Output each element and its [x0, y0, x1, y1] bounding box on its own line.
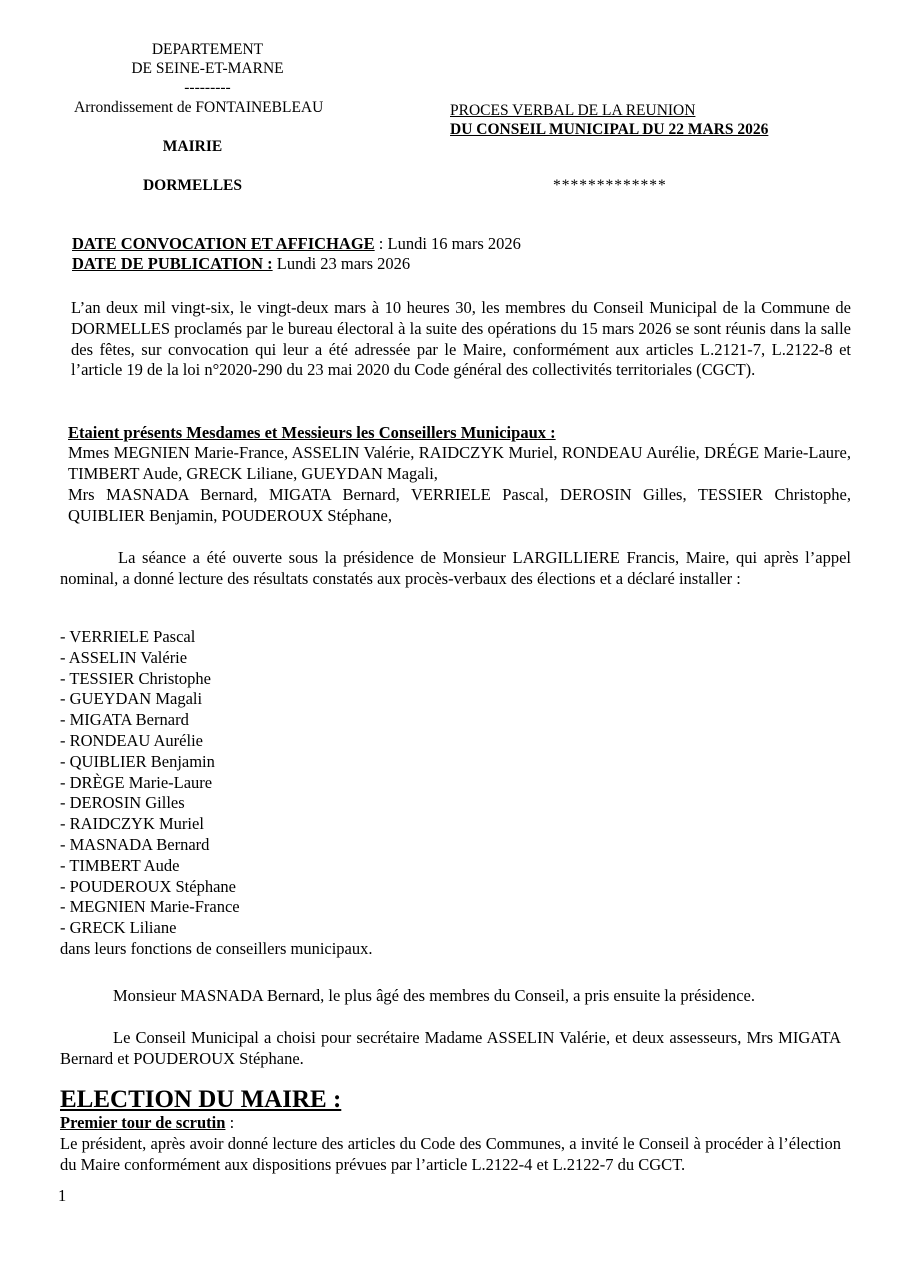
election-title: ELECTION DU MAIRE :: [60, 1086, 342, 1113]
date-publication-value: Lundi 23 mars 2026: [272, 254, 411, 273]
document-title-line1: PROCES VERBAL DE LA REUNION: [450, 102, 696, 119]
departement-label: DEPARTEMENT: [151, 41, 264, 58]
list-item: - RONDEAU Aurélie: [60, 730, 203, 750]
list-item: - MIGATA Bernard: [60, 710, 189, 730]
list-item: - QUIBLIER Benjamin: [60, 751, 215, 771]
president-paragraph: Monsieur MASNADA Bernard, le plus âgé des membres du Conseil, a pris ensuite la présidence.: [113, 986, 755, 1005]
list-item: - GUEYDAN Magali: [60, 689, 203, 709]
presents-heading: Etaient présents Mesdames et Messieurs les Conseillers Municipaux :: [68, 423, 556, 442]
date-convocation-value: : Lundi 16 mars 2026: [374, 234, 521, 253]
election-subheading-suffix: :: [225, 1113, 235, 1132]
election-subheading: [60, 1113, 234, 1134]
seance-paragraph: La séance a été ouverte sous la présidence de Monsieur LARGILLIERE Francis, Maire, qui après l’appel nominal, a donné lecture des résultats constatés aux procès-verbaux des élections et a déclaré installer :: [60, 548, 851, 588]
header-separator: ---------: [184, 79, 231, 96]
document-title-line2: DU CONSEIL MUNICIPAL DU 22 MARS 2026: [450, 121, 769, 138]
date-convocation-label: DATE CONVOCATION ET AFFICHAGE: [72, 234, 375, 253]
commune-name: DORMELLES: [142, 177, 243, 194]
list-item: - ASSELIN Valérie: [60, 647, 188, 667]
departement-name: DE SEINE-ET-MARNE: [131, 60, 284, 77]
list-item: - TIMBERT Aude: [60, 855, 180, 875]
list-item: - MASNADA Bernard: [60, 834, 210, 854]
list-item: - DRÈGE Marie-Laure: [60, 772, 213, 792]
presents-mrs: Mrs MASNADA Bernard, MIGATA Bernard, VERRIELE Pascal, DEROSIN Gilles, TESSIER Christophe, QUIBLIER Benjamin, POUDEROUX Stéphane,: [68, 485, 851, 525]
mairie-label: MAIRIE: [162, 138, 223, 155]
date-publication: [72, 254, 410, 275]
election-paragraph: Le président, après avoir donné lecture des articles du Code des Communes, a invité le Conseil à procéder à l’élection du Maire conformément aux dispositions prévues par l’article L.2122-4 et L.2122-7 du CGCT.: [60, 1134, 841, 1174]
date-convocation: [72, 234, 521, 255]
list-item: - GRECK Liliane: [60, 918, 177, 938]
date-publication-label: DATE DE PUBLICATION :: [72, 254, 273, 273]
list-item: - MEGNIEN Marie-France: [60, 897, 240, 917]
installed-footer: dans leurs fonctions de conseillers municipaux.: [60, 938, 373, 958]
page-number: 1: [58, 1186, 67, 1205]
list-item: - POUDEROUX Stéphane: [60, 876, 236, 896]
arrondissement-label: Arrondissement de FONTAINEBLEAU: [74, 99, 324, 116]
election-subheading-label: Premier tour de scrutin: [60, 1113, 226, 1132]
list-item: - RAIDCZYK Muriel: [60, 814, 204, 834]
secretary-paragraph: Le Conseil Municipal a choisi pour secrétaire Madame ASSELIN Valérie, et deux assesseurs, Mrs MIGATA Bernard et POUDEROUX Stéphane.: [60, 1028, 841, 1068]
list-item: - DEROSIN Gilles: [60, 793, 185, 813]
list-item: - VERRIELE Pascal: [60, 627, 196, 646]
presents-mmes: Mmes MEGNIEN Marie-France, ASSELIN Valérie, RAIDCZYK Muriel, RONDEAU Aurélie, DRÉGE Marie-Laure, TIMBERT Aude, GRECK Liliane, GUEYDAN Magali,: [68, 443, 851, 483]
title-stars: *************: [553, 177, 667, 194]
list-item: - TESSIER Christophe: [60, 668, 211, 688]
intro-paragraph: L’an deux mil vingt-six, le vingt-deux mars à 10 heures 30, les membres du Conseil Municipal de la Commune de DORMELLES proclamés par le bureau électoral à la suite des opérations du 15 mars 2026 se sont réunis dans la salle des fêtes, sur convocation qui leur a été adressée par le Maire, conformément aux articles L.2121-7, L.2122-8 et l’article 19 de la loi n°2020-290 du 23 mai 2020 du Code général des collectivités territoriales (CGCT).: [71, 298, 851, 380]
installed-list: [60, 627, 373, 960]
